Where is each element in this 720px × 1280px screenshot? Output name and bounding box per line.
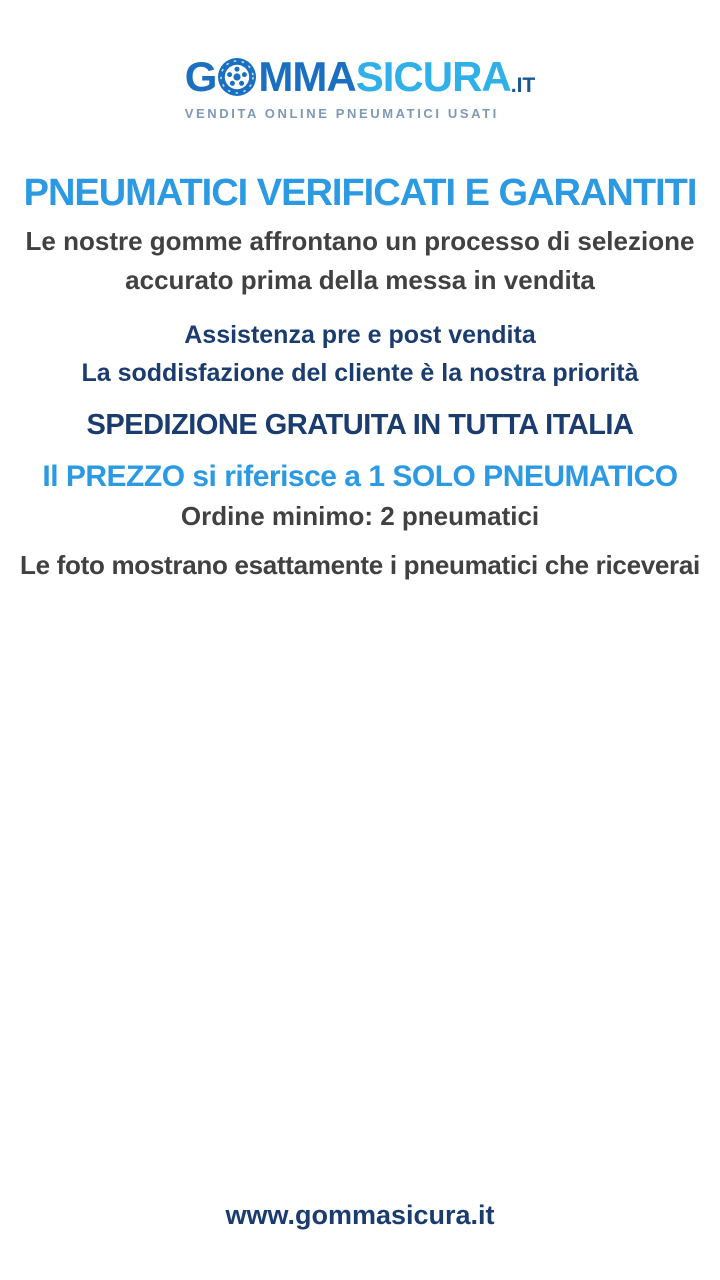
logo-wordmark (185, 54, 536, 100)
price-note-line: Il PREZZO si riferisce a 1 SOLO PNEUMATICO (42, 460, 678, 493)
shipping-line: SPEDIZIONE GRATUITA IN TUTTA ITALIA (86, 409, 634, 441)
service-statements (0, 316, 720, 392)
logo-inner (185, 54, 536, 121)
intro-line-1: Le nostre gomme affrontano un processo di selezione (25, 226, 695, 256)
satisfaction-line: La soddisfazione del cliente è la nostra priorità (81, 359, 639, 387)
intro-line-2: accurato prima della messa in vendita (125, 265, 595, 295)
logo-text-it: .IT (510, 74, 536, 97)
photos-note-line: Le foto mostrano esattamente i pneumatici che riceverai (20, 550, 700, 580)
logo-tagline: VENDITA ONLINE PNEUMATICI USATI (184, 106, 499, 121)
min-order-line: Ordine minimo: 2 pneumatici (180, 501, 540, 531)
website-footer: www.gommasicura.it (225, 1200, 495, 1230)
logo (0, 0, 720, 123)
logo-text-mma: MMA (258, 53, 356, 100)
logo-text-g: G (184, 53, 217, 100)
intro-paragraph (0, 222, 720, 300)
logo-text-sicura: SICURA (355, 53, 511, 100)
assistance-line: Assistenza pre e post vendita (184, 321, 536, 349)
headline: PNEUMATICI VERIFICATI E GARANTITI (23, 172, 697, 214)
tire-wheel-icon (217, 57, 257, 97)
